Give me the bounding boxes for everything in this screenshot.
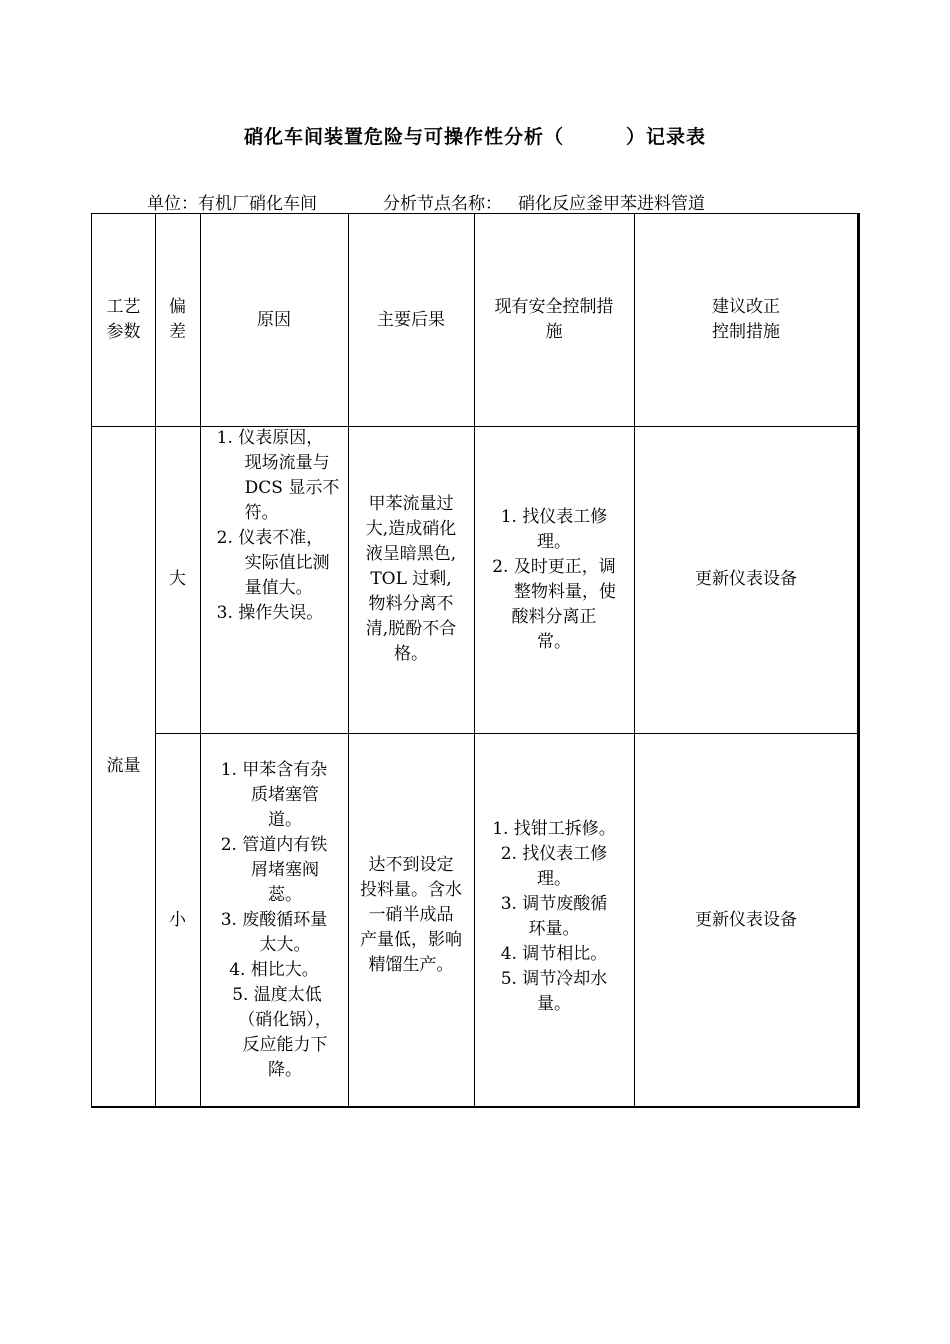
list-item: 3. 操作失误。 — [216, 603, 324, 623]
existing-measures-cell — [474, 733, 634, 1107]
list-item: 2. 管道内有铁 屑堵塞阀 蕊。 — [220, 834, 328, 905]
list-item: 4. 相比大。 — [229, 959, 319, 980]
title-left: 硝化车间装置危险与可操作性分析（ — [243, 126, 564, 148]
unit-value: 有机厂硝化车间 — [198, 194, 317, 214]
list-item: 1. 找仪表工修 理。 — [500, 506, 608, 552]
list-item: 3. 废酸循环量 太大。 — [220, 909, 328, 955]
header-cause: 原因 — [257, 309, 291, 330]
list-item: 2. 仪表不准， 实际值比测 量值大。 — [216, 528, 330, 598]
suggested-measures-cell: 更新仪表设备 — [695, 569, 797, 589]
list-item: 3. 调节废酸循 环量。 — [500, 894, 608, 939]
cause-list — [209, 426, 340, 626]
list-item: 2. 找仪表工修 理。 — [500, 844, 608, 889]
consequence-text: 甲苯流量过 大,造成硝化 液呈暗黑色, TOL 过剩, 物料分离不 清,脱酚不合 格。 — [365, 494, 457, 664]
list-item: 1. 仪表原因， 现场流量与 DCS 显示不 符。 — [216, 428, 340, 523]
title-right: ）记录表 — [626, 126, 707, 148]
cause-cell — [200, 426, 348, 733]
header-meta — [147, 189, 705, 214]
list-item: 2. 及时更正，调 整物料量，使 酸料分离正 常。 — [492, 556, 616, 652]
deviation-cell: 大 — [169, 569, 186, 589]
existing-measures-list — [492, 817, 616, 1017]
list-item: 5. 温度太低 （硝化锅）， 反应能力下 降。 — [232, 984, 332, 1080]
document-title — [0, 122, 950, 149]
hazop-table — [91, 213, 860, 1108]
node-value: 硝化反应釜甲苯进料管道 — [518, 194, 705, 214]
consequence-cell — [348, 426, 474, 733]
header-deviation: 偏 差 — [169, 297, 186, 342]
consequence-cell — [348, 733, 474, 1107]
list-item: 4. 调节相比。 — [500, 944, 608, 964]
list-item: 1. 找钳工拆修。 — [492, 819, 616, 839]
header-suggested-measures: 建议改正 控制措施 — [712, 297, 780, 342]
param-cell: 流量 — [106, 756, 141, 776]
deviation-cell: 小 — [169, 909, 186, 930]
existing-measures-cell — [474, 426, 634, 733]
existing-measures-list — [492, 505, 616, 655]
list-item: 1. 甲苯含有杂 质堵塞管 道。 — [220, 759, 328, 830]
header-existing-measures: 现有安全控制措 施 — [494, 297, 614, 342]
unit-label: 单位： — [147, 194, 198, 214]
header-consequence: 主要后果 — [377, 309, 445, 330]
list-item: 5. 调节冷却水 量。 — [500, 969, 608, 1014]
header-param: 工艺 参数 — [106, 297, 141, 342]
consequence-text: 达不到设定 投料量。含水 一硝半成品 产量低，影响 精馏生产。 — [360, 855, 462, 975]
cause-cell — [200, 733, 348, 1107]
node-label: 分析节点名称： — [383, 194, 502, 214]
suggested-measures-cell: 更新仪表设备 — [695, 909, 797, 930]
cause-list — [216, 758, 332, 1083]
